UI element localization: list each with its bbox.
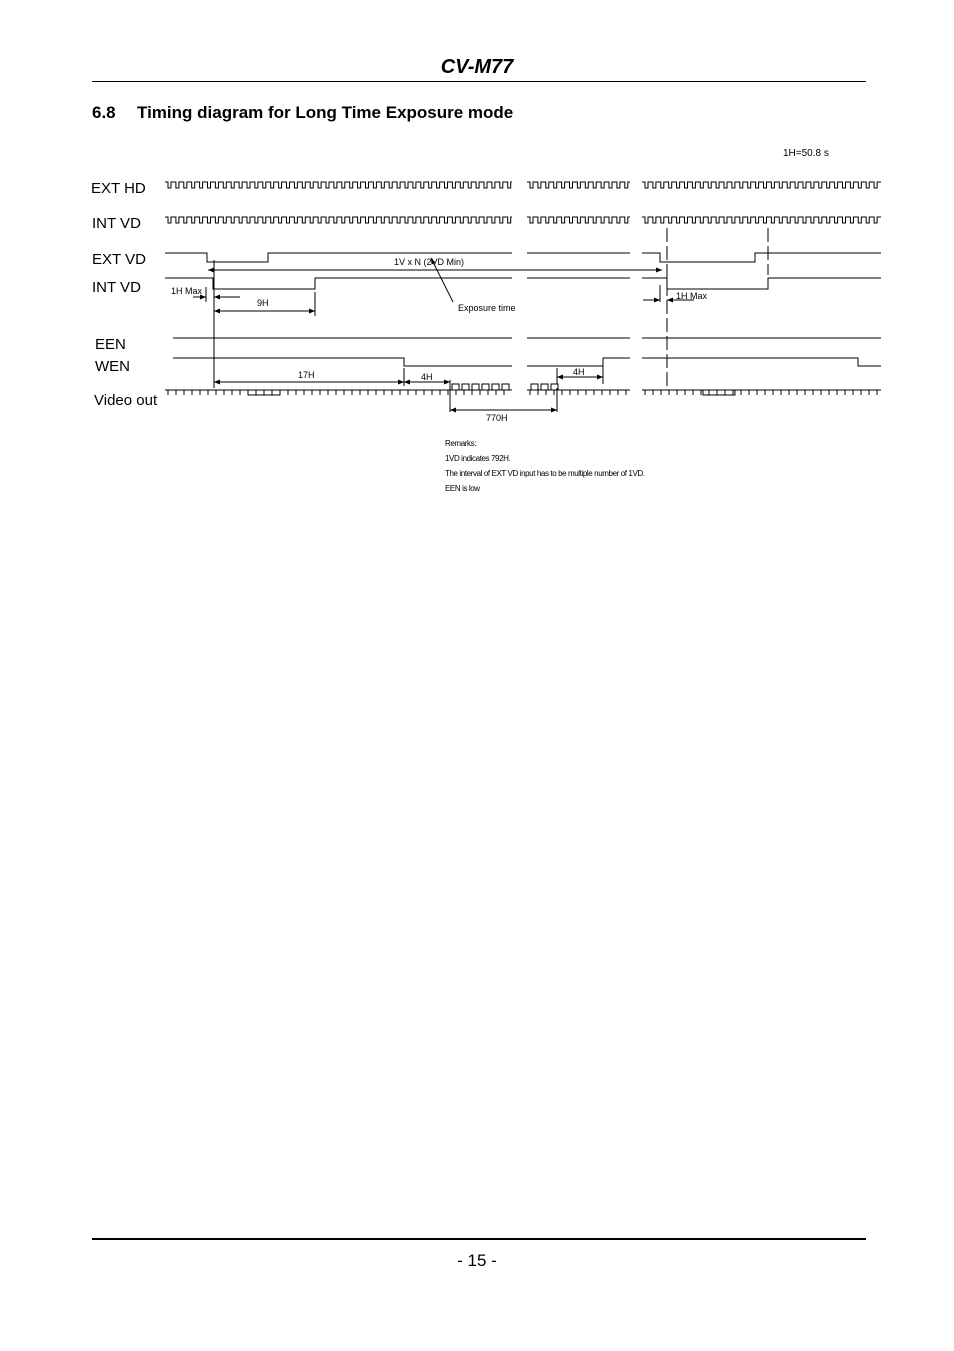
label-hmax-right: 1H Max [676, 291, 708, 301]
label-video-out: Video out [94, 392, 158, 409]
label-hmax-left: 1H Max [171, 286, 203, 296]
label-770h: 770H [486, 413, 508, 423]
label-ext-hd: EXT HD [91, 180, 146, 197]
video-out-ticks-b [530, 390, 626, 395]
document-title: CV-M77 [440, 56, 514, 78]
timing-diagram [0, 0, 954, 520]
ext-hd-pulses-1 [527, 182, 630, 188]
wen-waveform-b [527, 358, 630, 366]
video-out-ticks-a [168, 390, 504, 395]
label-ext-vd: EXT VD [92, 251, 146, 268]
section-number: 6.8 [92, 103, 116, 122]
label-4h-b: 4H [573, 367, 585, 377]
ext-hd-pulses-0 [165, 182, 512, 188]
int-vd-pulses-1 [527, 217, 630, 223]
page-number: - 15 - [457, 1251, 497, 1270]
label-9h: 9H [257, 298, 269, 308]
label-vxn: 1V x N (2VD Min) [394, 257, 465, 267]
label-17h: 17H [298, 370, 315, 380]
dimension-arrowheads [200, 258, 673, 413]
video-out-ticks-c [645, 390, 877, 395]
video-out-data-pulses [452, 384, 558, 390]
label-exposure-time: Exposure time [458, 303, 516, 313]
int-vd-pulses-0 [165, 217, 512, 223]
unit-note: 1H=50.8 s [783, 148, 829, 159]
wen-waveform-a [173, 358, 512, 366]
remark-2: The interval of EXT VD input has to be multiple number of 1VD. [445, 469, 645, 478]
section-title: Timing diagram for Long Time Exposure mode [137, 103, 514, 122]
remarks-title: Remarks: [445, 439, 477, 448]
label-4h-a: 4H [421, 372, 433, 382]
label-wen: WEN [95, 358, 130, 375]
footer-rule [92, 1238, 866, 1240]
int-vd-waveform-c [642, 278, 881, 289]
wen-waveform-c [642, 358, 881, 366]
ext-hd-pulses-2 [642, 182, 881, 188]
remark-3: EEN is low [445, 484, 480, 493]
int-vd-pulses-2 [642, 217, 881, 223]
video-out-blanking-1 [703, 390, 735, 395]
remark-1: 1VD indicates 792H. [445, 454, 511, 463]
int-vd-waveform-a [165, 278, 512, 289]
label-int-vd-2: INT VD [92, 279, 141, 296]
label-int-vd-1: INT VD [92, 215, 141, 232]
label-een: EEN [95, 336, 126, 353]
ext-vd-waveform-c [642, 253, 881, 262]
